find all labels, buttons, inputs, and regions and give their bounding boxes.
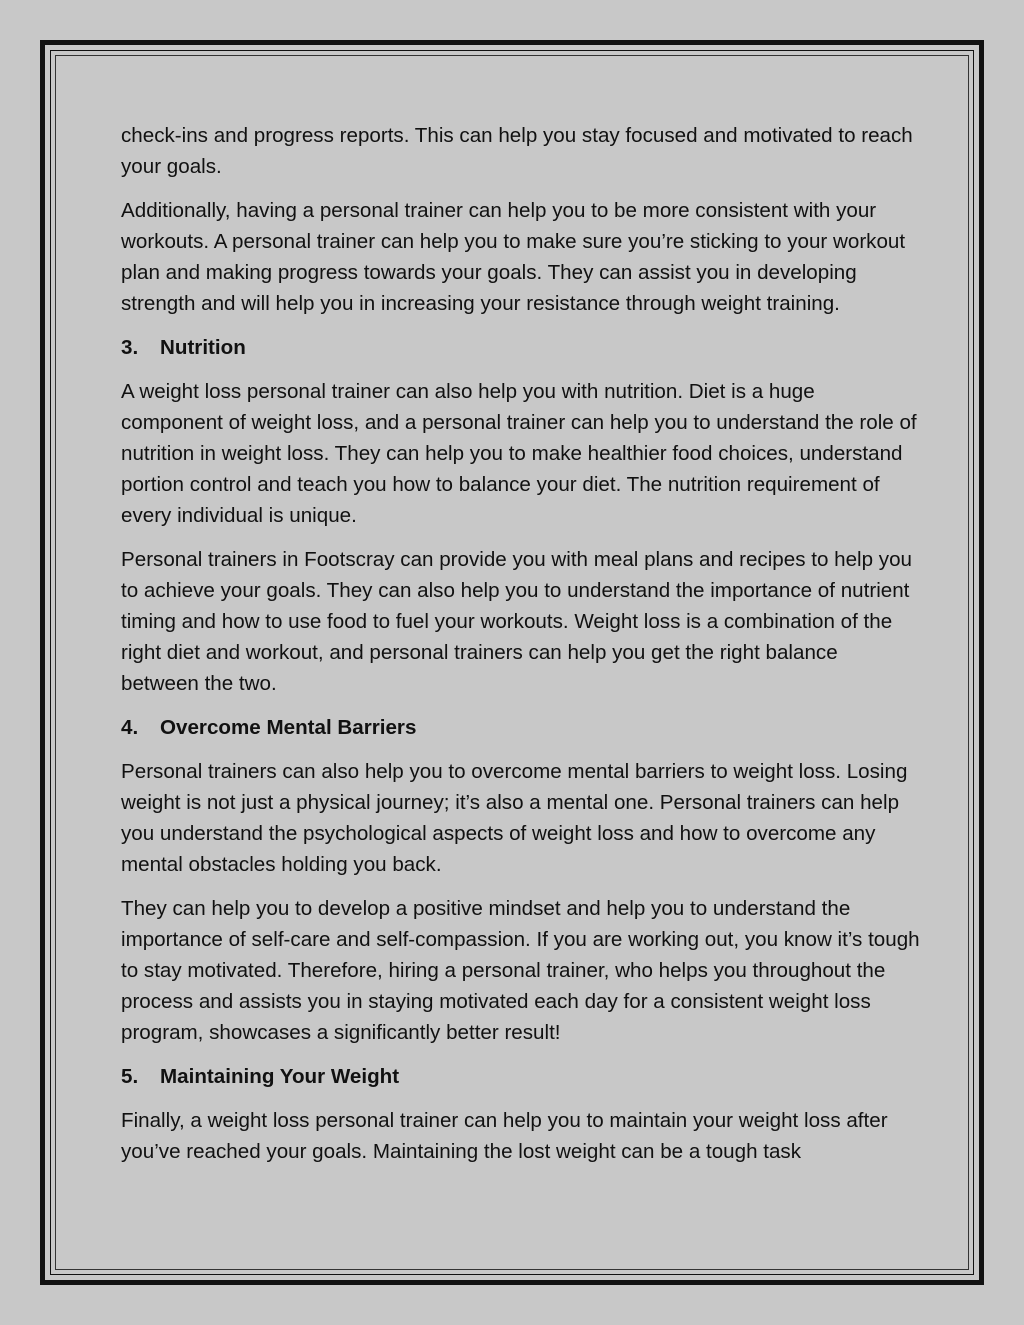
paragraph-nutrition-intro: A weight loss personal trainer can also help you with nutrition. Diet is a huge component of weight loss, and a personal trainer can help you to understand the role of nutrition in weight loss. They can help you to make healthier food choices, understand portion control and teach you how to balance your diet. The nutrition requirement of every individual is unique. (121, 380, 917, 527)
heading-maintaining-weight (121, 1061, 921, 1092)
heading-title: Nutrition (160, 336, 246, 359)
heading-number: 3. (121, 336, 139, 359)
heading-number: 5. (121, 1065, 139, 1088)
heading-nutrition (121, 332, 921, 363)
heading-title: Maintaining Your Weight (160, 1065, 400, 1088)
paragraph-positive-mindset: They can help you to develop a positive mindset and help you to understand the importance of self-care and self-compassion. If you are working out, you know it’s tough to stay motivated. Therefore, hiring a personal trainer, who helps you throughout the process and assists you in staying motivated each day for a consistent weight loss program, showcases a significantly better result! (121, 897, 920, 1044)
paragraph-mental-barriers: Personal trainers can also help you to overcome mental barriers to weight loss. Losing weight is not just a physical journey; it’s also a mental one. Personal trainers can help you understand the psychological aspects of weight loss and how to overcome any mental obstacles holding you back. (121, 760, 908, 876)
paragraph-consistency: Additionally, having a personal trainer can help you to be more consistent with your workouts. A personal trainer can help you to make sure you’re sticking to your workout plan and making progress towards your goals. They can assist you in developing strength and will help you in increasing your resistance through weight training. (121, 199, 906, 315)
heading-number: 4. (121, 716, 139, 739)
paragraph-checkins: check-ins and progress reports. This can help you stay focused and motivated to reach your goals. (121, 124, 913, 178)
heading-title: Overcome Mental Barriers (160, 716, 417, 739)
paragraph-maintaining: Finally, a weight loss personal trainer can help you to maintain your weight loss after you’ve reached your goals. Maintaining the lost weight can be a tough task (121, 1109, 888, 1163)
heading-mental-barriers (121, 712, 921, 743)
page-content (121, 120, 921, 1180)
paragraph-meal-plans: Personal trainers in Footscray can provide you with meal plans and recipes to help you to achieve your goals. They can also help you to understand the importance of nutrient timing and how to use food to fuel your workouts. Weight loss is a combination of the right diet and workout, and personal trainers can help you get the right balance between the two. (121, 548, 912, 695)
